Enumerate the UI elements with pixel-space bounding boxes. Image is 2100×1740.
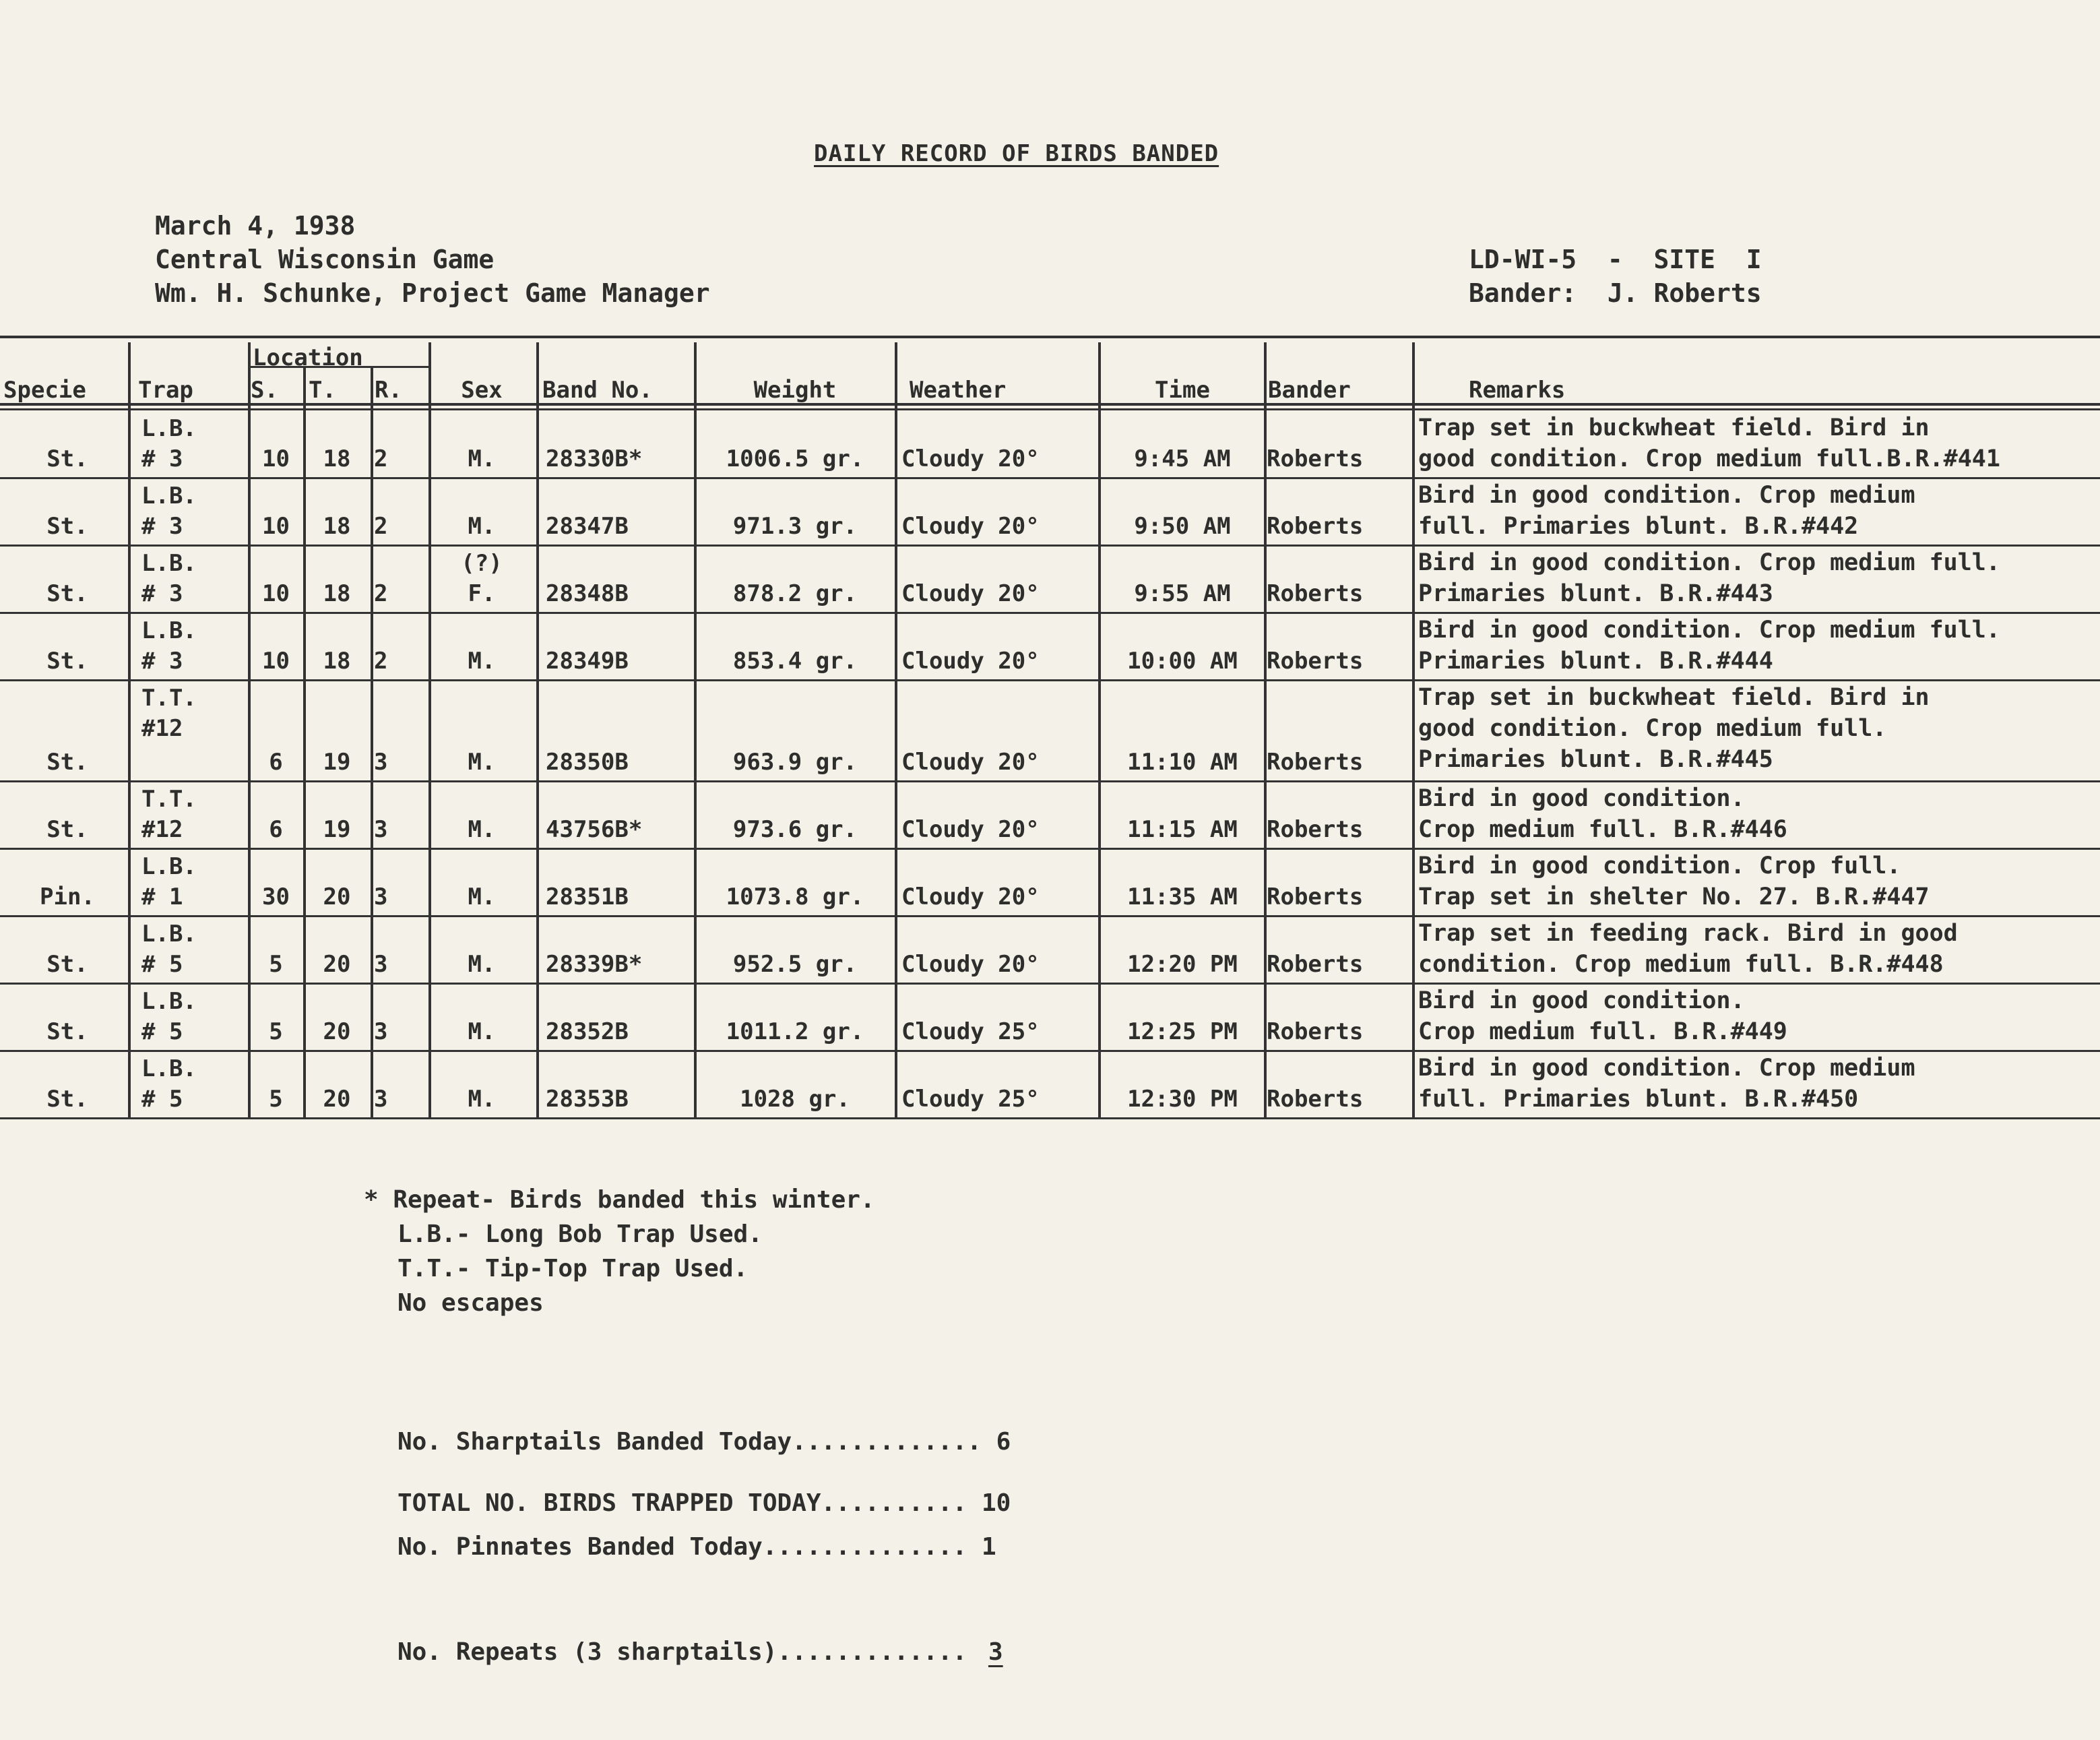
summary <box>397 1355 1017 1740</box>
row-rule <box>0 612 2100 614</box>
summary-label: No. Pinnates Banded Today.............. <box>397 1533 967 1561</box>
row-trap-number: # 5 <box>141 951 183 978</box>
row-township: 20 <box>323 1086 351 1113</box>
row-remarks: Bird in good condition. Crop full. Trap set in shelter No. 27. B.R.#447 <box>1418 852 1930 910</box>
row-township: 20 <box>323 883 351 910</box>
row-rule <box>0 679 2100 681</box>
row-trap-type: L.B. <box>141 921 197 947</box>
record-date: March 4, 1938 <box>155 211 356 241</box>
column-rule <box>128 342 131 1117</box>
row-trap-type: L.B. <box>141 550 197 577</box>
row-trap-type: L.B. <box>141 415 197 442</box>
row-trap-number: # 5 <box>141 1018 183 1045</box>
row-weight: 971.3 gr. <box>732 513 858 540</box>
col-header-weather: Weather <box>910 377 1007 404</box>
row-trap-number: # 3 <box>141 648 183 675</box>
row-township: 18 <box>323 580 351 607</box>
row-bander: Roberts <box>1267 1018 1364 1045</box>
row-township: 19 <box>323 816 351 843</box>
row-section: 5 <box>269 1018 283 1045</box>
row-trap-number: # 3 <box>141 445 183 472</box>
row-band-number: 28348B <box>546 580 629 607</box>
row-band-number: 28330B* <box>546 445 643 472</box>
row-weather: Cloudy 25° <box>901 1086 1040 1113</box>
row-sex: M. <box>468 816 496 843</box>
row-remarks: Bird in good condition. Crop medium full. B.R.#449 <box>1418 987 1787 1045</box>
row-band-number: 28352B <box>546 1018 629 1045</box>
row-time: 9:45 AM <box>1134 445 1231 472</box>
row-weight: 963.9 gr. <box>732 749 858 776</box>
col-header-trap: Trap <box>138 377 193 404</box>
row-specie: St. <box>46 513 88 540</box>
col-header-band: Band No. <box>542 377 653 404</box>
row-time: 10:00 AM <box>1127 648 1238 675</box>
row-remarks: Trap set in buckwheat field. Bird in good condition. Crop medium full. Primaries blunt. B.R.#445 <box>1418 684 1930 773</box>
row-trap-number: # 5 <box>141 1086 183 1113</box>
summary-value: 1 <box>981 1533 996 1561</box>
row-time: 12:30 PM <box>1127 1086 1238 1113</box>
summary-value: 6 <box>996 1428 1011 1456</box>
col-header-location: Location <box>253 344 363 371</box>
note-tt: T.T.- Tip-Top Trap Used. <box>397 1255 749 1282</box>
row-remarks: Bird in good condition. Crop medium full. B.R.#446 <box>1418 785 1787 843</box>
total <box>397 1489 1011 1517</box>
row-sex: F. <box>468 580 496 607</box>
row-trap-number: #12 <box>141 816 183 843</box>
total-label: TOTAL NO. BIRDS TRAPPED TODAY.......... <box>397 1489 967 1517</box>
row-band-number: 28347B <box>546 513 629 540</box>
row-weight: 853.4 gr. <box>732 648 858 675</box>
row-bander: Roberts <box>1267 749 1364 776</box>
row-trap-type: L.B. <box>141 483 197 509</box>
row-remarks: Trap set in feeding rack. Bird in good condition. Crop medium full. B.R.#448 <box>1418 920 1958 978</box>
row-bander: Roberts <box>1267 951 1364 978</box>
row-weight: 1073.8 gr. <box>726 883 864 910</box>
row-time: 11:15 AM <box>1127 816 1238 843</box>
table-top-rule <box>0 336 2100 338</box>
row-specie: St. <box>46 1018 88 1045</box>
row-time: 11:10 AM <box>1127 749 1238 776</box>
row-weather: Cloudy 20° <box>901 951 1040 978</box>
row-section: 10 <box>262 513 290 540</box>
row-rule <box>0 477 2100 479</box>
header-rule-double <box>0 408 2100 410</box>
row-weight: 1011.2 gr. <box>726 1018 864 1045</box>
row-bander: Roberts <box>1267 513 1364 540</box>
row-rule <box>0 915 2100 917</box>
row-bander: Roberts <box>1267 580 1364 607</box>
row-bander: Roberts <box>1267 1086 1364 1113</box>
row-rule <box>0 545 2100 547</box>
column-rule <box>371 366 373 1117</box>
row-rule <box>0 1117 2100 1119</box>
row-specie: St. <box>46 749 88 776</box>
row-range: 3 <box>374 951 388 978</box>
row-sex: M. <box>468 883 496 910</box>
row-trap-type: T.T. <box>141 786 197 813</box>
row-range: 2 <box>374 580 388 607</box>
row-section: 10 <box>262 648 290 675</box>
row-weather: Cloudy 25° <box>901 1018 1040 1045</box>
row-range: 3 <box>374 749 388 776</box>
col-header-bander: Bander <box>1268 377 1351 404</box>
row-specie: St. <box>46 580 88 607</box>
row-band-number: 28350B <box>546 749 629 776</box>
page-title: DAILY RECORD OF BIRDS BANDED <box>814 140 1219 167</box>
row-weight: 1028 gr. <box>740 1086 850 1113</box>
row-sex: M. <box>468 749 496 776</box>
note-escapes: No escapes <box>397 1289 544 1317</box>
row-weather: Cloudy 20° <box>901 445 1040 472</box>
row-bander: Roberts <box>1267 816 1364 843</box>
row-specie: St. <box>46 816 88 843</box>
note-repeat: * Repeat- Birds banded this winter. <box>364 1186 875 1214</box>
row-time: 9:55 AM <box>1134 580 1231 607</box>
column-rule <box>1412 342 1415 1117</box>
row-sex: M. <box>468 445 496 472</box>
row-rule <box>0 1050 2100 1052</box>
row-sex-note: (?) <box>461 550 503 577</box>
row-section: 5 <box>269 951 283 978</box>
row-township: 18 <box>323 445 351 472</box>
row-weather: Cloudy 20° <box>901 513 1040 540</box>
row-band-number: 28351B <box>546 883 629 910</box>
row-trap-type: L.B. <box>141 617 197 644</box>
row-specie: St. <box>46 445 88 472</box>
column-rule <box>694 342 697 1117</box>
row-weight: 952.5 gr. <box>732 951 858 978</box>
row-range: 2 <box>374 648 388 675</box>
row-range: 3 <box>374 1018 388 1045</box>
col-header-t: T. <box>309 377 336 404</box>
row-remarks: Bird in good condition. Crop medium full. Primaries blunt. B.R.#443 <box>1418 549 2000 607</box>
summary-row <box>397 1425 1017 1460</box>
row-weather: Cloudy 20° <box>901 580 1040 607</box>
row-remarks: Trap set in buckwheat field. Bird in good condition. Crop medium full.B.R.#441 <box>1418 414 2000 472</box>
row-rule <box>0 848 2100 850</box>
row-weather: Cloudy 20° <box>901 883 1040 910</box>
row-township: 20 <box>323 1018 351 1045</box>
row-bander: Roberts <box>1267 883 1364 910</box>
col-header-sex: Sex <box>461 377 503 404</box>
row-weight: 1006.5 gr. <box>726 445 864 472</box>
col-header-time: Time <box>1155 377 1210 404</box>
row-bander: Roberts <box>1267 648 1364 675</box>
col-header-weight: Weight <box>753 377 837 404</box>
row-range: 3 <box>374 816 388 843</box>
total-value: 10 <box>981 1489 1011 1517</box>
row-rule <box>0 780 2100 782</box>
row-sex: M. <box>468 648 496 675</box>
project-name: Central Wisconsin Game <box>155 245 495 274</box>
row-band-number: 28353B <box>546 1086 629 1113</box>
note-lb: L.B.- Long Bob Trap Used. <box>397 1220 763 1248</box>
row-band-number: 28349B <box>546 648 629 675</box>
row-band-number: 43756B* <box>546 816 643 843</box>
row-trap-number: # 1 <box>141 883 183 910</box>
col-header-specie: Specie <box>3 377 86 404</box>
row-range: 3 <box>374 883 388 910</box>
summary-row <box>397 1635 1017 1670</box>
row-sex: M. <box>468 1086 496 1113</box>
column-rule <box>536 342 539 1117</box>
column-rule <box>895 342 897 1117</box>
row-section: 30 <box>262 883 290 910</box>
row-time: 12:25 PM <box>1127 1018 1238 1045</box>
column-rule <box>303 366 306 1117</box>
row-township: 18 <box>323 648 351 675</box>
row-trap-type: L.B. <box>141 988 197 1015</box>
row-remarks: Bird in good condition. Crop medium full. Primaries blunt. B.R.#444 <box>1418 617 2000 675</box>
site-code: LD-WI-5 - SITE I <box>1469 245 1762 274</box>
col-header-s: S. <box>251 377 278 404</box>
row-weather: Cloudy 20° <box>901 648 1040 675</box>
row-sex: M. <box>468 951 496 978</box>
summary-value: 3 <box>988 1638 1003 1666</box>
row-band-number: 28339B* <box>546 951 643 978</box>
row-sex: M. <box>468 1018 496 1045</box>
row-bander: Roberts <box>1267 445 1364 472</box>
header-right <box>1469 243 1762 310</box>
row-time: 11:35 AM <box>1127 883 1238 910</box>
row-weight: 973.6 gr. <box>732 816 858 843</box>
row-specie: St. <box>46 648 88 675</box>
row-specie: Pin. <box>40 883 95 910</box>
row-rule <box>0 983 2100 985</box>
row-trap-number: # 3 <box>141 513 183 540</box>
row-remarks: Bird in good condition. Crop medium full. Primaries blunt. B.R.#450 <box>1418 1055 1915 1113</box>
row-township: 20 <box>323 951 351 978</box>
row-section: 6 <box>269 816 283 843</box>
row-remarks: Bird in good condition. Crop medium full. Primaries blunt. B.R.#442 <box>1418 482 1915 540</box>
row-township: 19 <box>323 749 351 776</box>
row-weather: Cloudy 20° <box>901 749 1040 776</box>
row-trap-number: #12 <box>141 715 183 742</box>
notes <box>364 1183 875 1320</box>
row-township: 18 <box>323 513 351 540</box>
row-range: 3 <box>374 1086 388 1113</box>
row-trap-number: # 3 <box>141 580 183 607</box>
row-weather: Cloudy 20° <box>901 816 1040 843</box>
summary-label: No. Repeats (3 sharptails)............. <box>397 1638 967 1666</box>
row-specie: St. <box>46 1086 88 1113</box>
row-section: 5 <box>269 1086 283 1113</box>
row-trap-type: L.B. <box>141 1055 197 1082</box>
summary-label: No. Sharptails Banded Today............. <box>397 1428 982 1456</box>
row-range: 2 <box>374 513 388 540</box>
column-rule <box>1098 342 1101 1117</box>
row-trap-type: T.T. <box>141 685 197 712</box>
row-section: 6 <box>269 749 283 776</box>
header-left <box>155 209 710 310</box>
row-sex: M. <box>468 513 496 540</box>
bander-name: Bander: J. Roberts <box>1469 278 1762 308</box>
row-section: 10 <box>262 445 290 472</box>
row-section: 10 <box>262 580 290 607</box>
row-time: 9:50 AM <box>1134 513 1231 540</box>
row-weight: 878.2 gr. <box>732 580 858 607</box>
col-header-r: R. <box>375 377 402 404</box>
summary-row <box>397 1530 1017 1565</box>
project-manager: Wm. H. Schunke, Project Game Manager <box>155 278 710 308</box>
row-time: 12:20 PM <box>1127 951 1238 978</box>
row-range: 2 <box>374 445 388 472</box>
col-header-remarks: Remarks <box>1469 377 1566 404</box>
row-trap-type: L.B. <box>141 853 197 880</box>
row-specie: St. <box>46 951 88 978</box>
